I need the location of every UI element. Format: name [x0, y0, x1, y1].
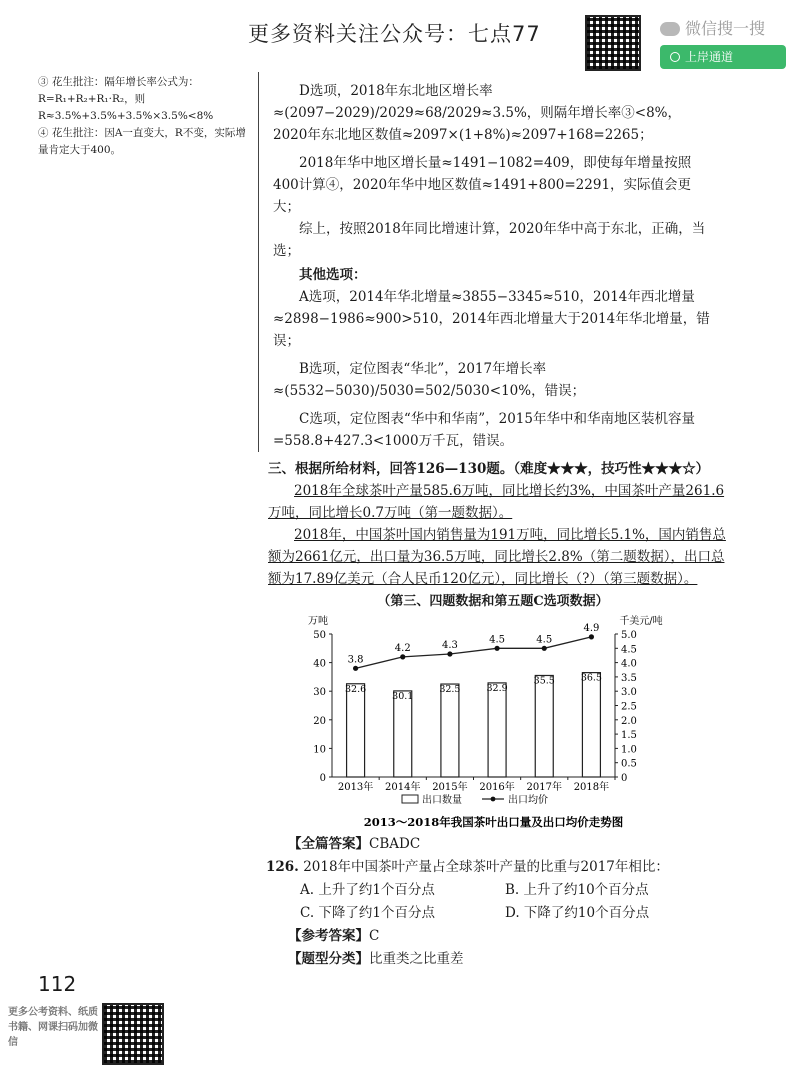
option-b[interactable]: B. 上升了约10个百分点 — [505, 882, 649, 898]
side-note-3: ③ 花生批注：隔年增长率公式为：R=R₁+R₂+R₁·R₂，则 R≈3.5%+3.5%+3.5%×3.5%<8% — [38, 76, 214, 122]
analysis-body — [273, 80, 713, 452]
option-a[interactable]: A. 上升了约1个百分点 — [300, 882, 435, 898]
line-data-label: 4.5 — [536, 634, 553, 646]
left-tick-label: 30 — [313, 687, 326, 699]
bar-data-label: 32.5 — [439, 684, 461, 696]
wechat-icon — [660, 22, 680, 36]
right-tick-label: 1.5 — [621, 730, 637, 742]
legend-line-label: 出口均价 — [508, 795, 548, 806]
right-tick-label: 0 — [621, 773, 628, 784]
reference-answer-value: C — [369, 928, 380, 944]
line-point — [589, 634, 594, 639]
left-axis-label: 万吨 — [308, 616, 328, 627]
line-point — [542, 646, 547, 651]
bar-export-volume — [488, 683, 506, 777]
analysis-d-option: D选项，2018年东北地区增长率≈(2097−2029)/2029≈68/2029≈3.5%，则隔年增长率③<8%，2020年东北地区数值≈2097×(1+8%)≈2097+168=2265； — [273, 83, 682, 143]
bar-export-volume — [582, 673, 600, 777]
bar-export-volume — [347, 684, 365, 777]
bar-export-volume — [394, 691, 412, 777]
wechat-search-brand: 微信搜一搜 — [660, 16, 765, 39]
section-material — [268, 458, 728, 590]
right-tick-label: 1.0 — [621, 744, 637, 756]
x-tick-label: 2014年 — [385, 782, 421, 793]
bar-data-label: 30.1 — [392, 690, 414, 702]
analysis-b-option: B选项，定位图表“华北”，2017年增长率≈(5532−5030)/5030=502/5030<10%，错误； — [273, 361, 586, 399]
right-tick-label: 2.5 — [621, 701, 637, 713]
line-data-label: 4.9 — [583, 622, 600, 634]
line-avg-price — [356, 637, 592, 668]
margin-divider — [258, 72, 259, 452]
bar-export-volume — [441, 684, 459, 777]
analysis-a-option: A选项，2014年华北增量≈3855−3345≈510，2014年西北增量≈2898−1986≈900>510，2014年西北增量大于2014年华北增量，错误； — [273, 289, 710, 349]
bar-data-label: 35.5 — [533, 675, 555, 687]
page-number: 112 — [38, 972, 77, 996]
question-text: 2018年中国茶叶产量占全球茶叶产量的比重与2017年相比： — [303, 859, 669, 875]
right-tick-label: 2.0 — [621, 715, 637, 727]
material-para-2: 2018年，中国茶叶国内销售量为191万吨，同比增长5.1%，国内销售总额为2661亿元，出口量为36.5万吨，同比增长2.8%（第二题数据），出口总额为17.89亿美元（合人民币120亿元），同比增长（?）（第三题数据）。 — [268, 527, 726, 587]
right-tick-label: 3.0 — [621, 687, 637, 699]
footer-promo: 更多公考资料、纸质书籍、网课扫码加微信 — [8, 1007, 98, 1048]
search-icon — [670, 52, 680, 62]
all-answer-label: 【全篇答案】 — [288, 836, 369, 852]
line-data-label: 3.8 — [347, 654, 364, 666]
qr-code-icon — [585, 15, 641, 71]
shangan-channel-button[interactable]: 上岸通道 — [660, 45, 786, 69]
chart-caption: （第三、四题数据和第五题C选项数据） — [377, 594, 609, 609]
legend-line-marker — [491, 797, 496, 802]
question-type-value: 比重类之比重差 — [369, 951, 464, 967]
right-tick-label: 4.5 — [621, 644, 637, 656]
bar-data-label: 32.6 — [345, 683, 367, 695]
question-number: 126. — [266, 859, 299, 875]
bar-data-label: 32.9 — [486, 682, 508, 694]
reference-answer-label: 【参考答案】 — [288, 928, 369, 944]
question-type-label: 【题型分类】 — [288, 951, 369, 967]
legend-bar-label: 出口数量 — [422, 795, 462, 806]
right-tick-label: 0.5 — [621, 758, 637, 770]
left-tick-label: 40 — [313, 658, 326, 670]
left-tick-label: 10 — [313, 744, 326, 756]
line-point — [494, 646, 499, 651]
line-data-label: 4.2 — [394, 642, 411, 654]
x-tick-label: 2018年 — [573, 782, 610, 793]
right-axis-label: 千美元/吨 — [619, 616, 663, 627]
x-tick-label: 2016年 — [479, 782, 515, 793]
right-tick-label: 4.0 — [621, 658, 637, 670]
option-d[interactable]: D. 下降了约10个百分点 — [505, 905, 650, 921]
line-point — [353, 666, 358, 671]
chart-title: 2013～2018年我国茶叶出口量及出口均价走势图 — [363, 815, 624, 829]
right-tick-label: 3.5 — [621, 672, 637, 684]
bar-export-volume — [535, 675, 553, 777]
footer-qr-code-icon — [102, 1003, 164, 1065]
analysis-c-option: C选项，定位图表“华中和华南”，2015年华中和华南地区装机容量=558.8+427.3<1000万千瓦，错误。 — [273, 411, 695, 449]
line-data-label: 4.5 — [489, 634, 506, 646]
page-header-title: 更多资料关注公众号：七点77 — [248, 22, 541, 46]
x-tick-label: 2013年 — [337, 782, 374, 793]
analysis-conclusion: 综上，按照2018年同比增速计算，2020年华中高于东北，正确，当选； — [273, 221, 706, 259]
option-c[interactable]: C. 下降了约1个百分点 — [300, 905, 436, 921]
x-tick-label: 2017年 — [526, 782, 562, 793]
left-tick-label: 20 — [313, 715, 326, 727]
tea-export-chart — [290, 612, 700, 830]
all-answer-value: CBADC — [369, 836, 421, 852]
side-notes — [38, 74, 250, 159]
line-point — [400, 654, 405, 659]
analysis-huazhong: 2018年华中地区增长量≈1491−1082=409，即使每年增量按照400计算④，2020年华中地区数值≈1491+800=2291，实际值会更大； — [273, 155, 692, 215]
answer-block — [266, 833, 718, 971]
line-point — [447, 651, 452, 656]
line-data-label: 4.3 — [441, 640, 458, 652]
section-heading: 三、根据所给材料，回答126—130题。（难度★★★，技巧性★★★☆） — [268, 461, 710, 477]
legend-bar-swatch — [402, 795, 418, 803]
bar-data-label: 36.5 — [580, 672, 602, 684]
left-tick-label: 50 — [313, 630, 326, 641]
x-tick-label: 2015年 — [432, 782, 468, 793]
other-options-heading: 其他选项： — [299, 267, 367, 283]
side-note-4: ④ 花生批注：因A一直变大，R不变，实际增量肯定大于400。 — [38, 127, 246, 156]
right-tick-label: 5.0 — [621, 630, 637, 641]
material-para-1: 2018年全球茶叶产量585.6万吨，同比增长约3%，中国茶叶产量261.6万吨，同比增长0.7万吨（第一题数据）。 — [268, 483, 725, 521]
left-tick-label: 0 — [319, 773, 326, 784]
